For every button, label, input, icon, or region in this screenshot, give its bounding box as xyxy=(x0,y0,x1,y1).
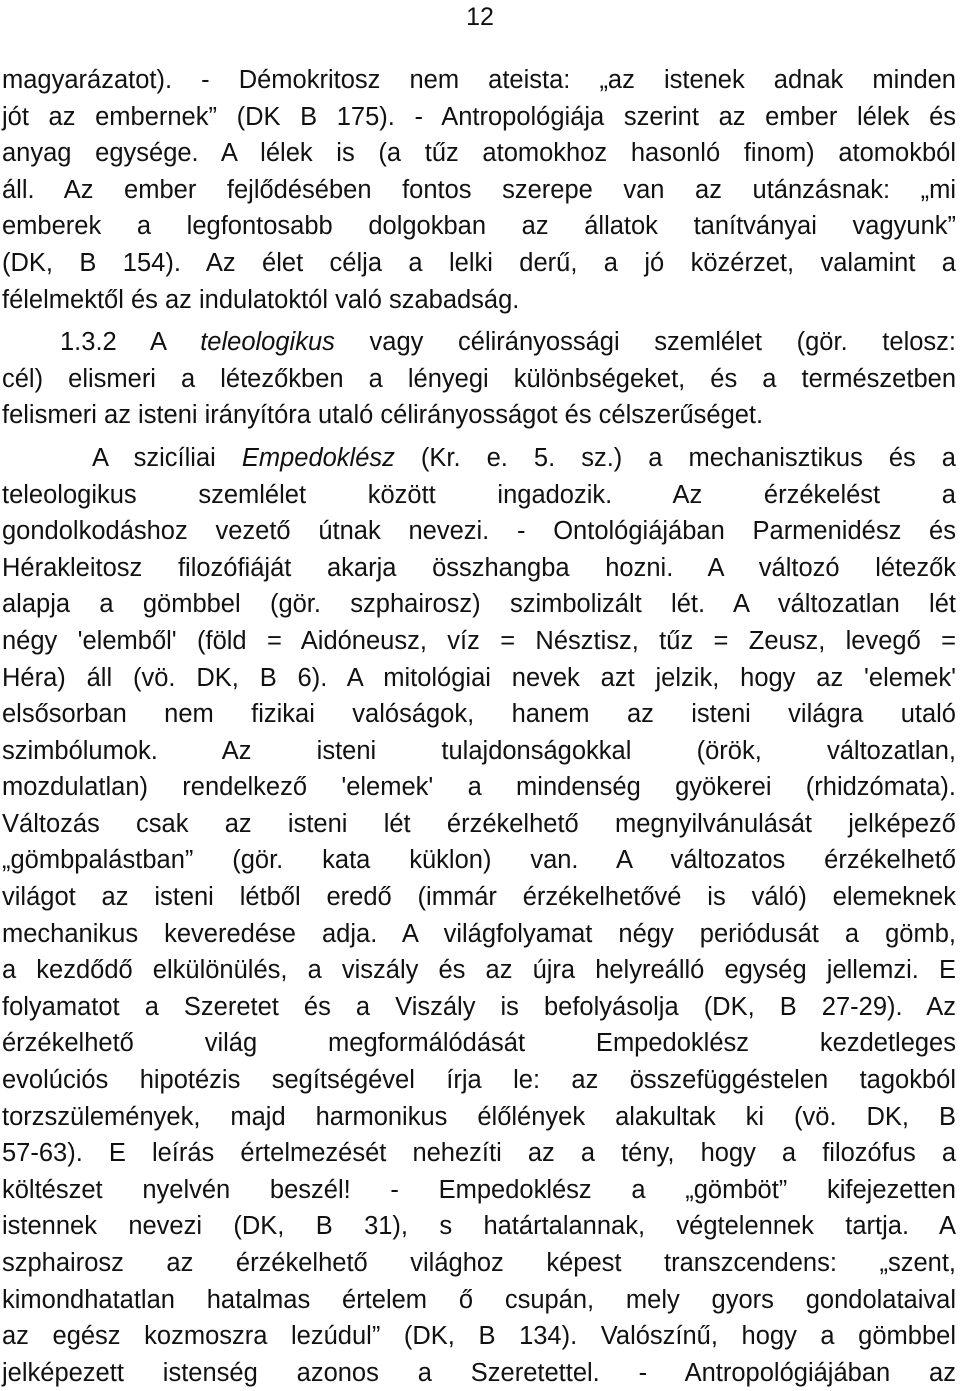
paragraph-democritus xyxy=(2,62,956,318)
text-line: (DK, B 154). Az élet célja a lelki derű, a jó közérzet, valamint a xyxy=(2,248,956,277)
text-line: kimondhatatlan hatalmas értelem ő csupán, mely gyors gondolataival xyxy=(2,1285,956,1314)
text-line: Héra) áll (vö. DK, B 6). A mitológiai nevek azt jelzik, hogy az 'elemek' xyxy=(2,663,956,692)
text-line: az egész kozmoszra lezúdul” (DK, B 134). Valószínű, hogy a gömbbel xyxy=(2,1322,956,1351)
text-line: a kezdődő elkülönülés, a viszály és az újra helyreálló egység jellemzi. E xyxy=(2,956,956,985)
text-line: mozdulatlan) rendelkező 'elemek' a mindenség gyökerei (rhidzómata). xyxy=(2,773,956,802)
text-line: alapja a gömbbel (gör. szphairosz) szimbolizált lét. A változatlan lét xyxy=(2,590,956,619)
text-line: mechanikus keveredése adja. A világfolyamat négy periódusát a gömb, xyxy=(2,919,956,948)
text-line: felismeri az isteni irányítóra utaló célirányosságot és célszerűséget. xyxy=(2,401,764,430)
paragraph-first-line xyxy=(2,440,956,477)
document-body xyxy=(2,62,956,1391)
text-line: félelmektől és az indulatoktól való szabadság. xyxy=(2,285,520,314)
text-line: elsősorban nem fizikai valóságok, hanem az isteni világra utaló xyxy=(2,700,956,729)
text-line: világot az isteni létből eredő (immár érzékelhetővé is váló) elemeknek xyxy=(2,883,956,912)
text-line: torzszülemények, majd harmonikus élőlények alakultak ki (vö. DK, B xyxy=(2,1102,956,1131)
text-line: emberek a legfontosabb dolgokban az állatok tanítványai vagyunk” xyxy=(2,212,956,241)
text-line: folyamatot a Szeretet és a Viszály is befolyásolja (DK, B 27-29). Az xyxy=(2,992,956,1021)
text-line: Változás csak az isteni lét érzékelhető megnyilvánulását jelképező xyxy=(2,809,956,838)
paragraph-teleological-section xyxy=(2,324,956,434)
text-line: szphairosz az érzékelhető világhoz képest transzcendens: „szent, xyxy=(2,1249,956,1277)
text-line: magyarázatot). - Démokritosz nem ateista: „az istenek adnak minden xyxy=(2,66,956,94)
text-line: áll. Az ember fejlődésében fontos szerepe van az utánzásnak: „mi xyxy=(2,175,956,204)
text-line: jelképezett istenség azonos a Szeretettel. - Antropológiájában az xyxy=(2,1358,956,1387)
text-line: jót az embernek” (DK B 175). - Antropológiája szerint az ember lélek és xyxy=(2,102,956,131)
text-line: költészet nyelvén beszél! - Empedoklész a „gömböt” kifejezetten xyxy=(2,1175,956,1204)
paragraph-first-suffix: (Kr. e. 5. sz.) a mechanisztikus és a xyxy=(394,443,956,472)
paragraph-first-prefix: A szicíliai xyxy=(92,443,242,472)
philosopher-name: Empedoklész xyxy=(241,443,395,472)
page-number: 12 xyxy=(466,3,494,31)
text-line: istennek nevezi (DK, B 31), s határtalannak, végtelennek tartja. A xyxy=(2,1212,956,1241)
text-line: anyag egysége. A lélek is (a tűz atomokhoz hasonló finom) atomokból xyxy=(2,139,956,168)
text-line: gondolkodáshoz vezető útnak nevezi. - Ontológiájában Parmenidész és xyxy=(2,517,956,546)
paragraph-empedocles xyxy=(2,440,956,1391)
section-heading-suffix: vagy célirányossági szemlélet (gör. telosz: xyxy=(334,328,956,357)
text-line: „gömbpalástban” (gör. kata küklon) van. A változatos érzékelhető xyxy=(2,846,956,875)
section-heading-line xyxy=(2,324,956,361)
section-heading-term: teleologikus xyxy=(200,328,335,357)
text-line: Hérakleitosz filozófiáját akarja összhangba hozni. A változó létezők xyxy=(2,553,956,582)
text-line: evolúciós hipotézis segítségével írja le: az összefüggéstelen tagokból xyxy=(2,1066,956,1095)
text-line: szimbólumok. Az isteni tulajdonságokkal (örök, változatlan, xyxy=(2,736,956,765)
text-line: teleologikus szemlélet között ingadozik. Az érzékelést a xyxy=(2,480,956,509)
text-line: négy 'elemből' (föld = Aidóneusz, víz = Nésztisz, tűz = Zeusz, levegő = xyxy=(2,626,956,655)
text-line: cél) elismeri a létezőkben a lényegi különbségeket, és a természetben xyxy=(2,364,956,393)
text-line: érzékelhető világ megformálódását Empedoklész kezdetleges xyxy=(2,1029,956,1058)
text-line: 57-63). E leírás értelmezését nehezíti az a tény, hogy a filozófus a xyxy=(2,1139,956,1168)
section-heading-prefix: 1.3.2 A xyxy=(60,328,201,357)
